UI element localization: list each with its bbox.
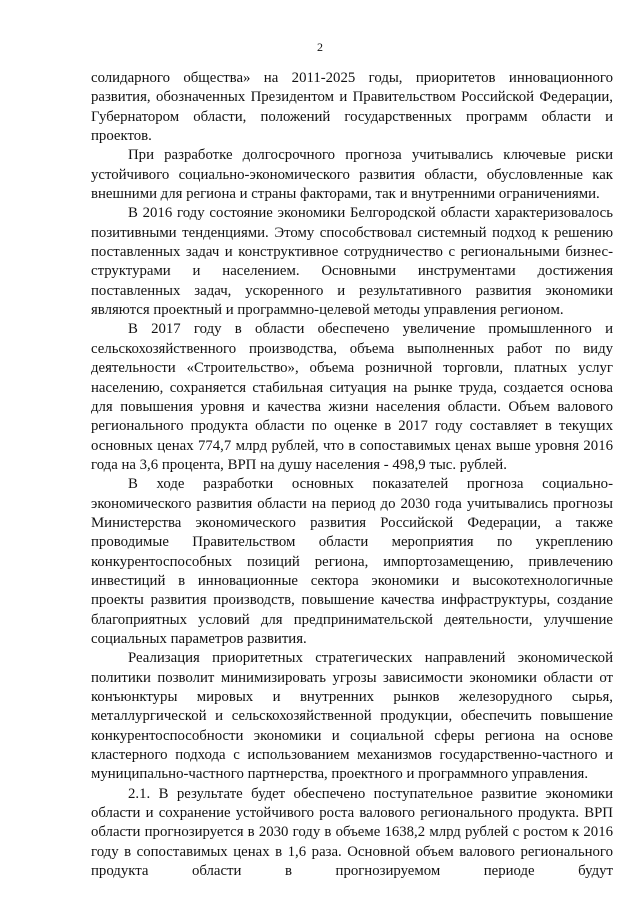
paragraph-policy-priorities: Реализация приоритетных стратегических направлений экономической политики позволит минимизировать угрозы зависимости экономики области от конъюнктуры мировых и внутренних рынков железорудного сырья, металлургической и сельскохозяйственной продукции, обеспечить повышение конкурентоспособности экономики и социальной сферы региона на основе кластерного подхода с использованием механизмов государственно-частного и муниципально-частного партнерства, проектного и программного управления. (91, 650, 613, 783)
paragraph-forecast-basis: В ходе разработки основных показателей прогноза социально-экономического развития области на период до 2030 года учитывались прогнозы Министерства экономического развития Российской Федерации, а также проводимые Правительством области мероприятия по укреплению конкурентоспособных позиций региона, импортозамещению, привлечению инвестиций в инновационные сектора экономики и высокотехнологичные проекты развития производств, повышение качества инфраструктуры, создание благоприятных условий для предпринимательской деятельности, улучшение социальных параметров развития. (91, 476, 613, 647)
page-number: 2 (317, 40, 323, 54)
paragraph-section-2-1: 2.1. В результате будет обеспечено поступательное развитие экономики области и сохранение устойчивого роста валового регионального продукта. ВРП области прогнозируется в 2030 году в объеме 1638,2 млрд рублей с ростом к 2016 году в сопоставимых ценах в 1,6 раза. Основной объем валового регионального продукта области в прогнозируемом периоде будут (91, 785, 613, 880)
paragraph-2016-economy: В 2016 году состояние экономики Белгородской области характеризовалось позитивными тенденциями. Этому способствовал системный подход к решению поставленных задач и конструктивное сотрудничество с региональными бизнес-структурами и населением. Основными инструментами достижения поставленных задач, ускоренного и результативного развития экономики являются проектный и программно-целевой методы управления регионом. (91, 205, 613, 319)
document-body (91, 69, 613, 881)
paragraph-2017-results: В 2017 году в области обеспечено увеличение промышленного и сельскохозяйственного производства, объема выполненных работ по виду деятельности «Строительство», объема розничной торговли, платных услуг населению, сохраняется стабильная ситуация на рынке труда, создается основа для повышения уровня и качества жизни населения области. Объем валового регионального продукта области по оценке в 2017 году составляет в текущих основных ценах 774,7 млрд рублей, что в сопоставимых ценах выше уровня 2016 года на 3,6 процента, ВРП на душу населения - 498,9 тыс. рублей. (91, 321, 613, 473)
paragraph-risks: При разработке долгосрочного прогноза учитывались ключевые риски устойчивого социально-экономического развития области, обусловленные как внешними для региона и страны факторами, так и внутренними ограничениями. (91, 147, 613, 203)
paragraph-continuation: солидарного общества» на 2011-2025 годы, приоритетов инновационного развития, обозначенных Президентом и Правительством Российской Федерации, Губернатором области, положений государственных программ области и проектов. (91, 70, 613, 145)
